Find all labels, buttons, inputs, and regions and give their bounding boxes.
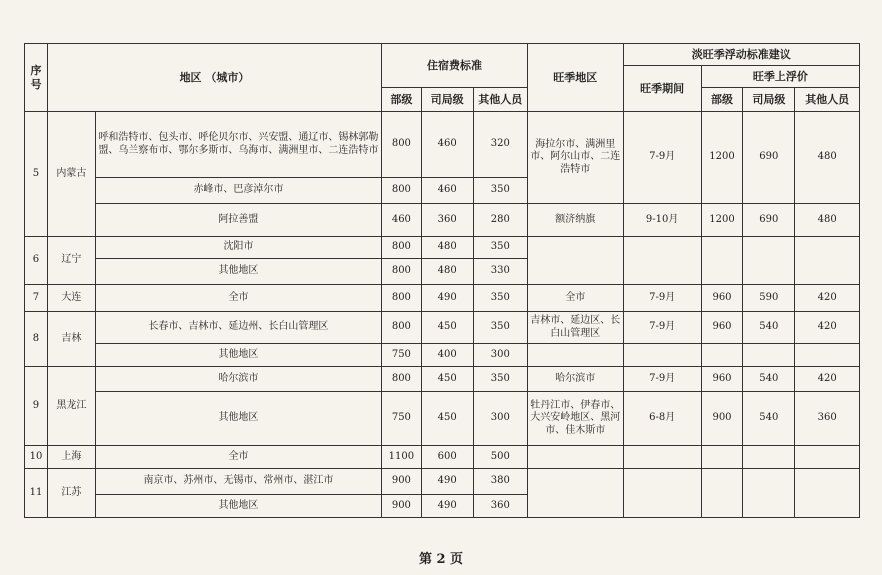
peak-region-cell (527, 469, 623, 518)
upper-ministry-cell: 960 (701, 285, 743, 312)
table-row (25, 469, 860, 495)
city-cell: 其他地区 (95, 259, 381, 285)
upper-ministry-cell: 960 (701, 312, 743, 344)
lodging-other-cell: 280 (473, 204, 527, 237)
lodging-other-cell: 300 (473, 392, 527, 446)
upper-other-cell: 360 (795, 392, 860, 446)
lodging-ministry-cell: 750 (382, 344, 422, 367)
upper-bureau-cell: 540 (743, 392, 795, 446)
peak-period-cell: 7-9月 (623, 312, 701, 344)
upper-bureau-cell: 690 (743, 112, 795, 204)
upper-bureau-cell: 690 (743, 204, 795, 237)
upper-bureau-cell (743, 469, 795, 518)
lodging-other-cell: 320 (473, 112, 527, 178)
lodging-ministry-cell: 900 (382, 495, 422, 518)
upper-ministry-cell (701, 237, 743, 285)
upper-other-cell: 480 (795, 112, 860, 204)
province-cell: 吉林 (47, 312, 95, 367)
peak-region-cell: 全市 (527, 285, 623, 312)
peak-period-cell: 7-9月 (623, 112, 701, 204)
table-row (25, 392, 860, 446)
table-row (25, 344, 860, 367)
lodging-bureau-cell: 450 (421, 367, 473, 392)
header-upper-ministry: 部级 (701, 88, 743, 112)
peak-period-cell (623, 469, 701, 518)
peak-region-cell: 哈尔滨市 (527, 367, 623, 392)
lodging-standard-table (24, 43, 860, 518)
peak-region-cell: 额济纳旗 (527, 204, 623, 237)
lodging-other-cell: 350 (473, 312, 527, 344)
lodging-bureau-cell: 450 (421, 312, 473, 344)
peak-region-cell: 海拉尔市、满洲里市、阿尔山市、二连浩特市 (527, 112, 623, 204)
upper-ministry-cell: 960 (701, 367, 743, 392)
city-cell: 南京市、苏州市、无锡市、常州市、湛江市 (95, 469, 381, 495)
upper-other-cell (795, 344, 860, 367)
lodging-bureau-cell: 460 (421, 178, 473, 204)
lodging-other-cell: 300 (473, 344, 527, 367)
upper-other-cell: 420 (795, 367, 860, 392)
city-cell: 阿拉善盟 (95, 204, 381, 237)
lodging-ministry-cell: 800 (382, 112, 422, 178)
lodging-ministry-cell: 460 (382, 204, 422, 237)
lodging-bureau-cell: 360 (421, 204, 473, 237)
lodging-bureau-cell: 600 (421, 446, 473, 469)
peak-period-cell: 9-10月 (623, 204, 701, 237)
lodging-ministry-cell: 800 (382, 285, 422, 312)
province-cell: 江苏 (47, 469, 95, 518)
table-row (25, 112, 860, 178)
lodging-other-cell: 500 (473, 446, 527, 469)
city-cell: 沈阳市 (95, 237, 381, 259)
city-cell: 全市 (95, 446, 381, 469)
lodging-other-cell: 350 (473, 367, 527, 392)
peak-region-cell: 吉林市、延边区、长白山管理区 (527, 312, 623, 344)
upper-bureau-cell (743, 446, 795, 469)
province-cell: 上海 (47, 446, 95, 469)
lodging-bureau-cell: 490 (421, 285, 473, 312)
header-peak-period: 旺季期间 (623, 66, 701, 112)
lodging-ministry-cell: 900 (382, 469, 422, 495)
lodging-ministry-cell: 800 (382, 237, 422, 259)
seq-cell: 9 (25, 367, 48, 446)
seq-cell: 7 (25, 285, 48, 312)
lodging-bureau-cell: 400 (421, 344, 473, 367)
city-cell: 其他地区 (95, 344, 381, 367)
page-number: 第 2 页 (418, 552, 464, 567)
lodging-ministry-cell: 750 (382, 392, 422, 446)
upper-bureau-cell: 540 (743, 367, 795, 392)
upper-bureau-cell (743, 344, 795, 367)
province-cell: 黑龙江 (47, 367, 95, 446)
province-cell: 辽宁 (47, 237, 95, 285)
lodging-ministry-cell: 1100 (382, 446, 422, 469)
seq-cell: 5 (25, 112, 48, 237)
upper-other-cell (795, 469, 860, 518)
table-row (25, 312, 860, 344)
city-cell: 哈尔滨市 (95, 367, 381, 392)
city-cell: 赤峰市、巴彦淖尔市 (95, 178, 381, 204)
peak-period-cell (623, 446, 701, 469)
upper-ministry-cell: 1200 (701, 204, 743, 237)
seq-cell: 8 (25, 312, 48, 367)
lodging-bureau-cell: 480 (421, 259, 473, 285)
peak-region-cell (527, 446, 623, 469)
peak-period-cell (623, 237, 701, 285)
upper-ministry-cell (701, 469, 743, 518)
upper-bureau-cell (743, 237, 795, 285)
peak-region-cell: 牡丹江市、伊春市、大兴安岭地区、黑河市、佳木斯市 (527, 392, 623, 446)
lodging-other-cell: 380 (473, 469, 527, 495)
header-lodging-bureau: 司局级 (421, 88, 473, 112)
header-lodging: 住宿费标准 (382, 44, 528, 88)
upper-other-cell: 420 (795, 285, 860, 312)
header-upper-other: 其他人员 (795, 88, 860, 112)
city-cell: 全市 (95, 285, 381, 312)
peak-period-cell: 6-8月 (623, 392, 701, 446)
upper-bureau-cell: 540 (743, 312, 795, 344)
header-peak-upper: 旺季上浮价 (701, 66, 859, 88)
seq-cell: 11 (25, 469, 48, 518)
header-peak-region: 旺季地区 (527, 44, 623, 112)
table-row (25, 285, 860, 312)
peak-period-cell: 7-9月 (623, 285, 701, 312)
city-cell: 其他地区 (95, 495, 381, 518)
lodging-ministry-cell: 800 (382, 367, 422, 392)
lodging-ministry-cell: 800 (382, 259, 422, 285)
peak-region-cell (527, 344, 623, 367)
lodging-other-cell: 350 (473, 237, 527, 259)
peak-region-cell (527, 237, 623, 285)
province-cell: 内蒙古 (47, 112, 95, 237)
table-row (25, 367, 860, 392)
peak-period-cell (623, 344, 701, 367)
header-lodging-ministry: 部级 (382, 88, 422, 112)
city-cell: 呼和浩特市、包头市、呼伦贝尔市、兴安盟、通辽市、锡林郭勒盟、乌兰察布市、鄂尔多斯市、乌海市、满洲里市、二连浩特市 (95, 112, 381, 178)
table-row (25, 237, 860, 259)
header-lodging-other: 其他人员 (473, 88, 527, 112)
seq-cell: 10 (25, 446, 48, 469)
upper-ministry-cell (701, 344, 743, 367)
lodging-bureau-cell: 490 (421, 495, 473, 518)
lodging-bureau-cell: 450 (421, 392, 473, 446)
upper-other-cell: 480 (795, 204, 860, 237)
lodging-bureau-cell: 460 (421, 112, 473, 178)
header-float: 淡旺季浮动标准建议 (623, 44, 859, 66)
city-cell: 其他地区 (95, 392, 381, 446)
seq-cell: 6 (25, 237, 48, 285)
lodging-other-cell: 360 (473, 495, 527, 518)
upper-bureau-cell: 590 (743, 285, 795, 312)
upper-ministry-cell: 1200 (701, 112, 743, 204)
upper-ministry-cell (701, 446, 743, 469)
header-seq: 序号 (25, 44, 48, 112)
lodging-ministry-cell: 800 (382, 312, 422, 344)
table-row (25, 446, 860, 469)
lodging-other-cell: 350 (473, 285, 527, 312)
lodging-bureau-cell: 480 (421, 237, 473, 259)
peak-period-cell: 7-9月 (623, 367, 701, 392)
upper-ministry-cell: 900 (701, 392, 743, 446)
header-region: 地区 （城市） (47, 44, 381, 112)
lodging-ministry-cell: 800 (382, 178, 422, 204)
lodging-other-cell: 350 (473, 178, 527, 204)
lodging-other-cell: 330 (473, 259, 527, 285)
province-cell: 大连 (47, 285, 95, 312)
upper-other-cell: 420 (795, 312, 860, 344)
lodging-bureau-cell: 490 (421, 469, 473, 495)
city-cell: 长春市、吉林市、延边州、长白山管理区 (95, 312, 381, 344)
table-row (25, 204, 860, 237)
upper-other-cell (795, 237, 860, 285)
header-upper-bureau: 司局级 (743, 88, 795, 112)
upper-other-cell (795, 446, 860, 469)
